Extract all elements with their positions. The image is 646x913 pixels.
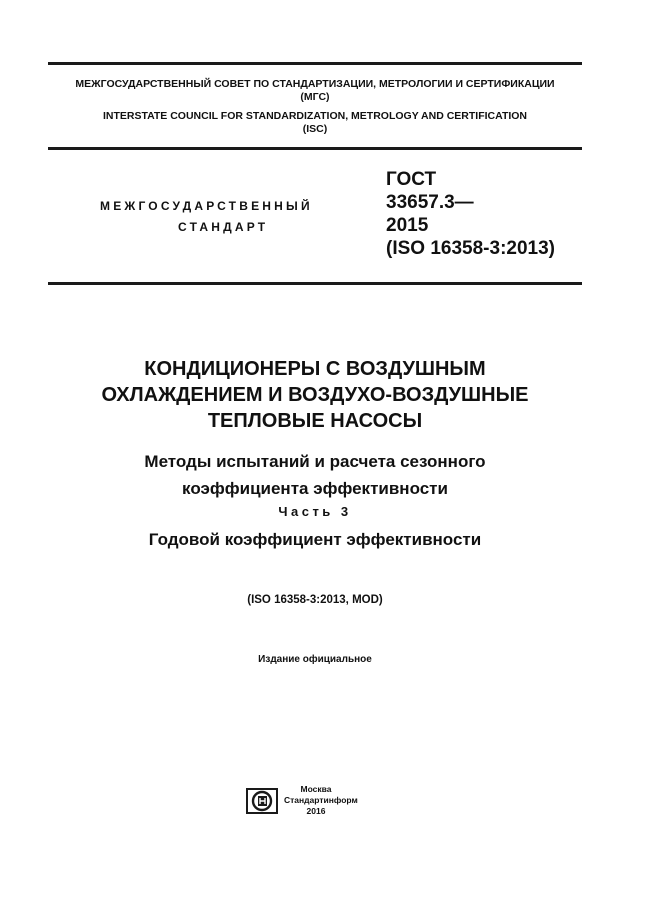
- part-title: Годовой коэффициент эффективности: [148, 530, 482, 549]
- designation-line2: 33657.3—: [386, 192, 474, 213]
- title-line1: КОНДИЦИОНЕРЫ С ВОЗДУШНЫМ: [144, 358, 486, 380]
- designation-line3: 2015: [386, 215, 429, 236]
- council-abbr-en: (ISC): [302, 123, 328, 135]
- publisher-city: Москва: [300, 784, 332, 794]
- iso-reference: (ISO 16358-3:2013, MOD): [247, 594, 383, 606]
- designation-line1: ГОСТ: [386, 169, 437, 190]
- top-rule: [48, 62, 582, 65]
- document-subtitle: [48, 448, 582, 502]
- standard-type: [100, 196, 360, 238]
- title-line3: ТЕПЛОВЫЕ НАСОСЫ: [207, 410, 423, 432]
- document-title: [48, 356, 582, 434]
- title-line2: ОХЛАЖДЕНИЕМ И ВОЗДУХО-ВОЗДУШНЫЕ: [101, 384, 529, 406]
- publisher-year: 2016: [306, 806, 326, 816]
- designation-rule: [48, 282, 582, 285]
- designation-line4: (ISO 16358-3:2013): [386, 238, 555, 259]
- part-label: Часть 3: [278, 504, 352, 519]
- header-rule: [48, 147, 582, 150]
- council-name-ru: [48, 78, 582, 104]
- standard-type-line2: СТАНДАРТ: [178, 220, 269, 234]
- subtitle-line2: коэффициента эффективности: [182, 479, 448, 498]
- subtitle-line1: Методы испытаний и расчета сезонного: [144, 452, 486, 471]
- edition-note: Издание официальное: [258, 654, 372, 665]
- council-abbr-ru: (МГС): [300, 91, 330, 103]
- standard-designation: [386, 168, 555, 260]
- standartinform-logo-icon: [246, 788, 278, 814]
- publisher-block: [284, 784, 358, 817]
- publisher-name: Стандартинформ: [284, 795, 358, 805]
- council-name-ru-line1: МЕЖГОСУДАРСТВЕННЫЙ СОВЕТ ПО СТАНДАРТИЗАЦИИ, МЕТРОЛОГИИ И СЕРТИФИКАЦИИ: [75, 78, 555, 90]
- standard-type-line1: МЕЖГОСУДАРСТВЕННЫЙ: [100, 199, 313, 213]
- council-name-en: [48, 110, 582, 136]
- council-name-en-line1: INTERSTATE COUNCIL FOR STANDARDIZATION, METROLOGY AND CERTIFICATION: [102, 110, 528, 122]
